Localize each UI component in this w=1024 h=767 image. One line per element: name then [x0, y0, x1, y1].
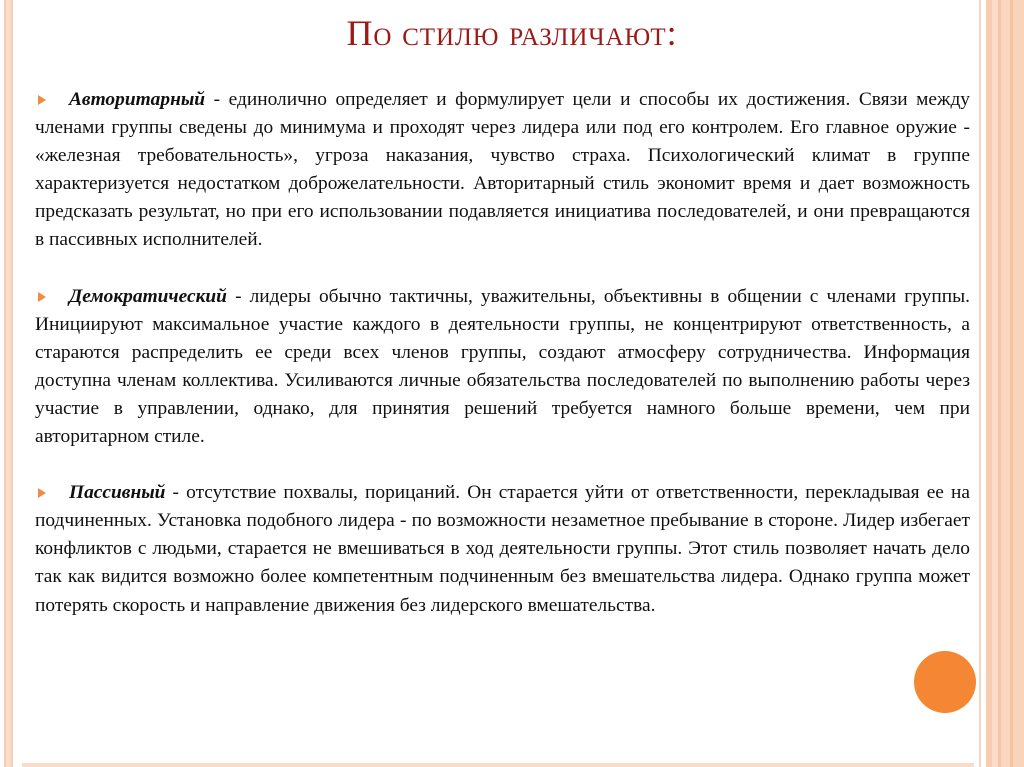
list-item — [35, 86, 970, 255]
list-item-term: Демократический — [69, 285, 227, 307]
list-item — [35, 283, 970, 452]
list-item-text: отсутствие похвалы, порицаний. Он старается уйти от ответственности, перекладывая ее на подчиненных. Установка подобного лидера - по возможности незаметное пребывание в стороне. Лидер избегает конфликтов с людьми, старается не вмешиваться в ход деятельности группы. Этот стиль позволяет начать дело так как видится возможно более компетентным подчиненным без вмешательства лидера. Однако группа может потерять скорость и направление движения без лидерского вмешательства. — [35, 482, 970, 616]
list-item — [35, 479, 970, 619]
right-border-decoration — [974, 0, 1024, 767]
list-item-dash: - — [205, 89, 229, 110]
list-item-text: лидеры обычно тактичны, уважительны, объективны в общении с членами группы. Инициируют максимальное участие каждого в деятельности группы, не концентрируют ответственность, а стараются распределить ее среди всех членов группы, создают атмосферу сотрудничества. Информация доступна членам коллектива. Усиливаются личные обязательства последователей по выполнению работы через участие в управлении, однако, для принятия решений требуется намного больше времени, чем при авторитарном стиле. — [35, 285, 970, 448]
decorative-circle — [914, 651, 976, 713]
list-item-term: Пассивный — [69, 482, 166, 504]
left-border-decoration — [0, 0, 22, 767]
slide-body — [35, 86, 970, 620]
list-item-dash: - — [226, 285, 250, 307]
title-block — [0, 14, 1024, 54]
list-item-dash: - — [165, 482, 187, 504]
triangle-right-icon — [38, 488, 46, 498]
list-item-term: Авторитарный — [69, 89, 206, 110]
triangle-right-icon — [38, 95, 46, 105]
list-item-text: единолично определяет и формулирует цели и способы их достижения. Связи между членами группы сведены до минимума и проходят через лидера или под его контролем. Его главное оружие - «железная требовательность», угроза наказания, чувство страха. Психологический климат в группе характеризуется недостатком доброжелательности. Авторитарный стиль экономит время и дает возможность предсказать результат, но при его использовании подавляется инициатива последователей, и они превращаются в пассивных исполнителей. — [35, 89, 970, 251]
triangle-right-icon — [38, 292, 46, 302]
page-title: По стилю различают: — [346, 13, 678, 53]
bottom-border-rule — [0, 763, 1024, 767]
